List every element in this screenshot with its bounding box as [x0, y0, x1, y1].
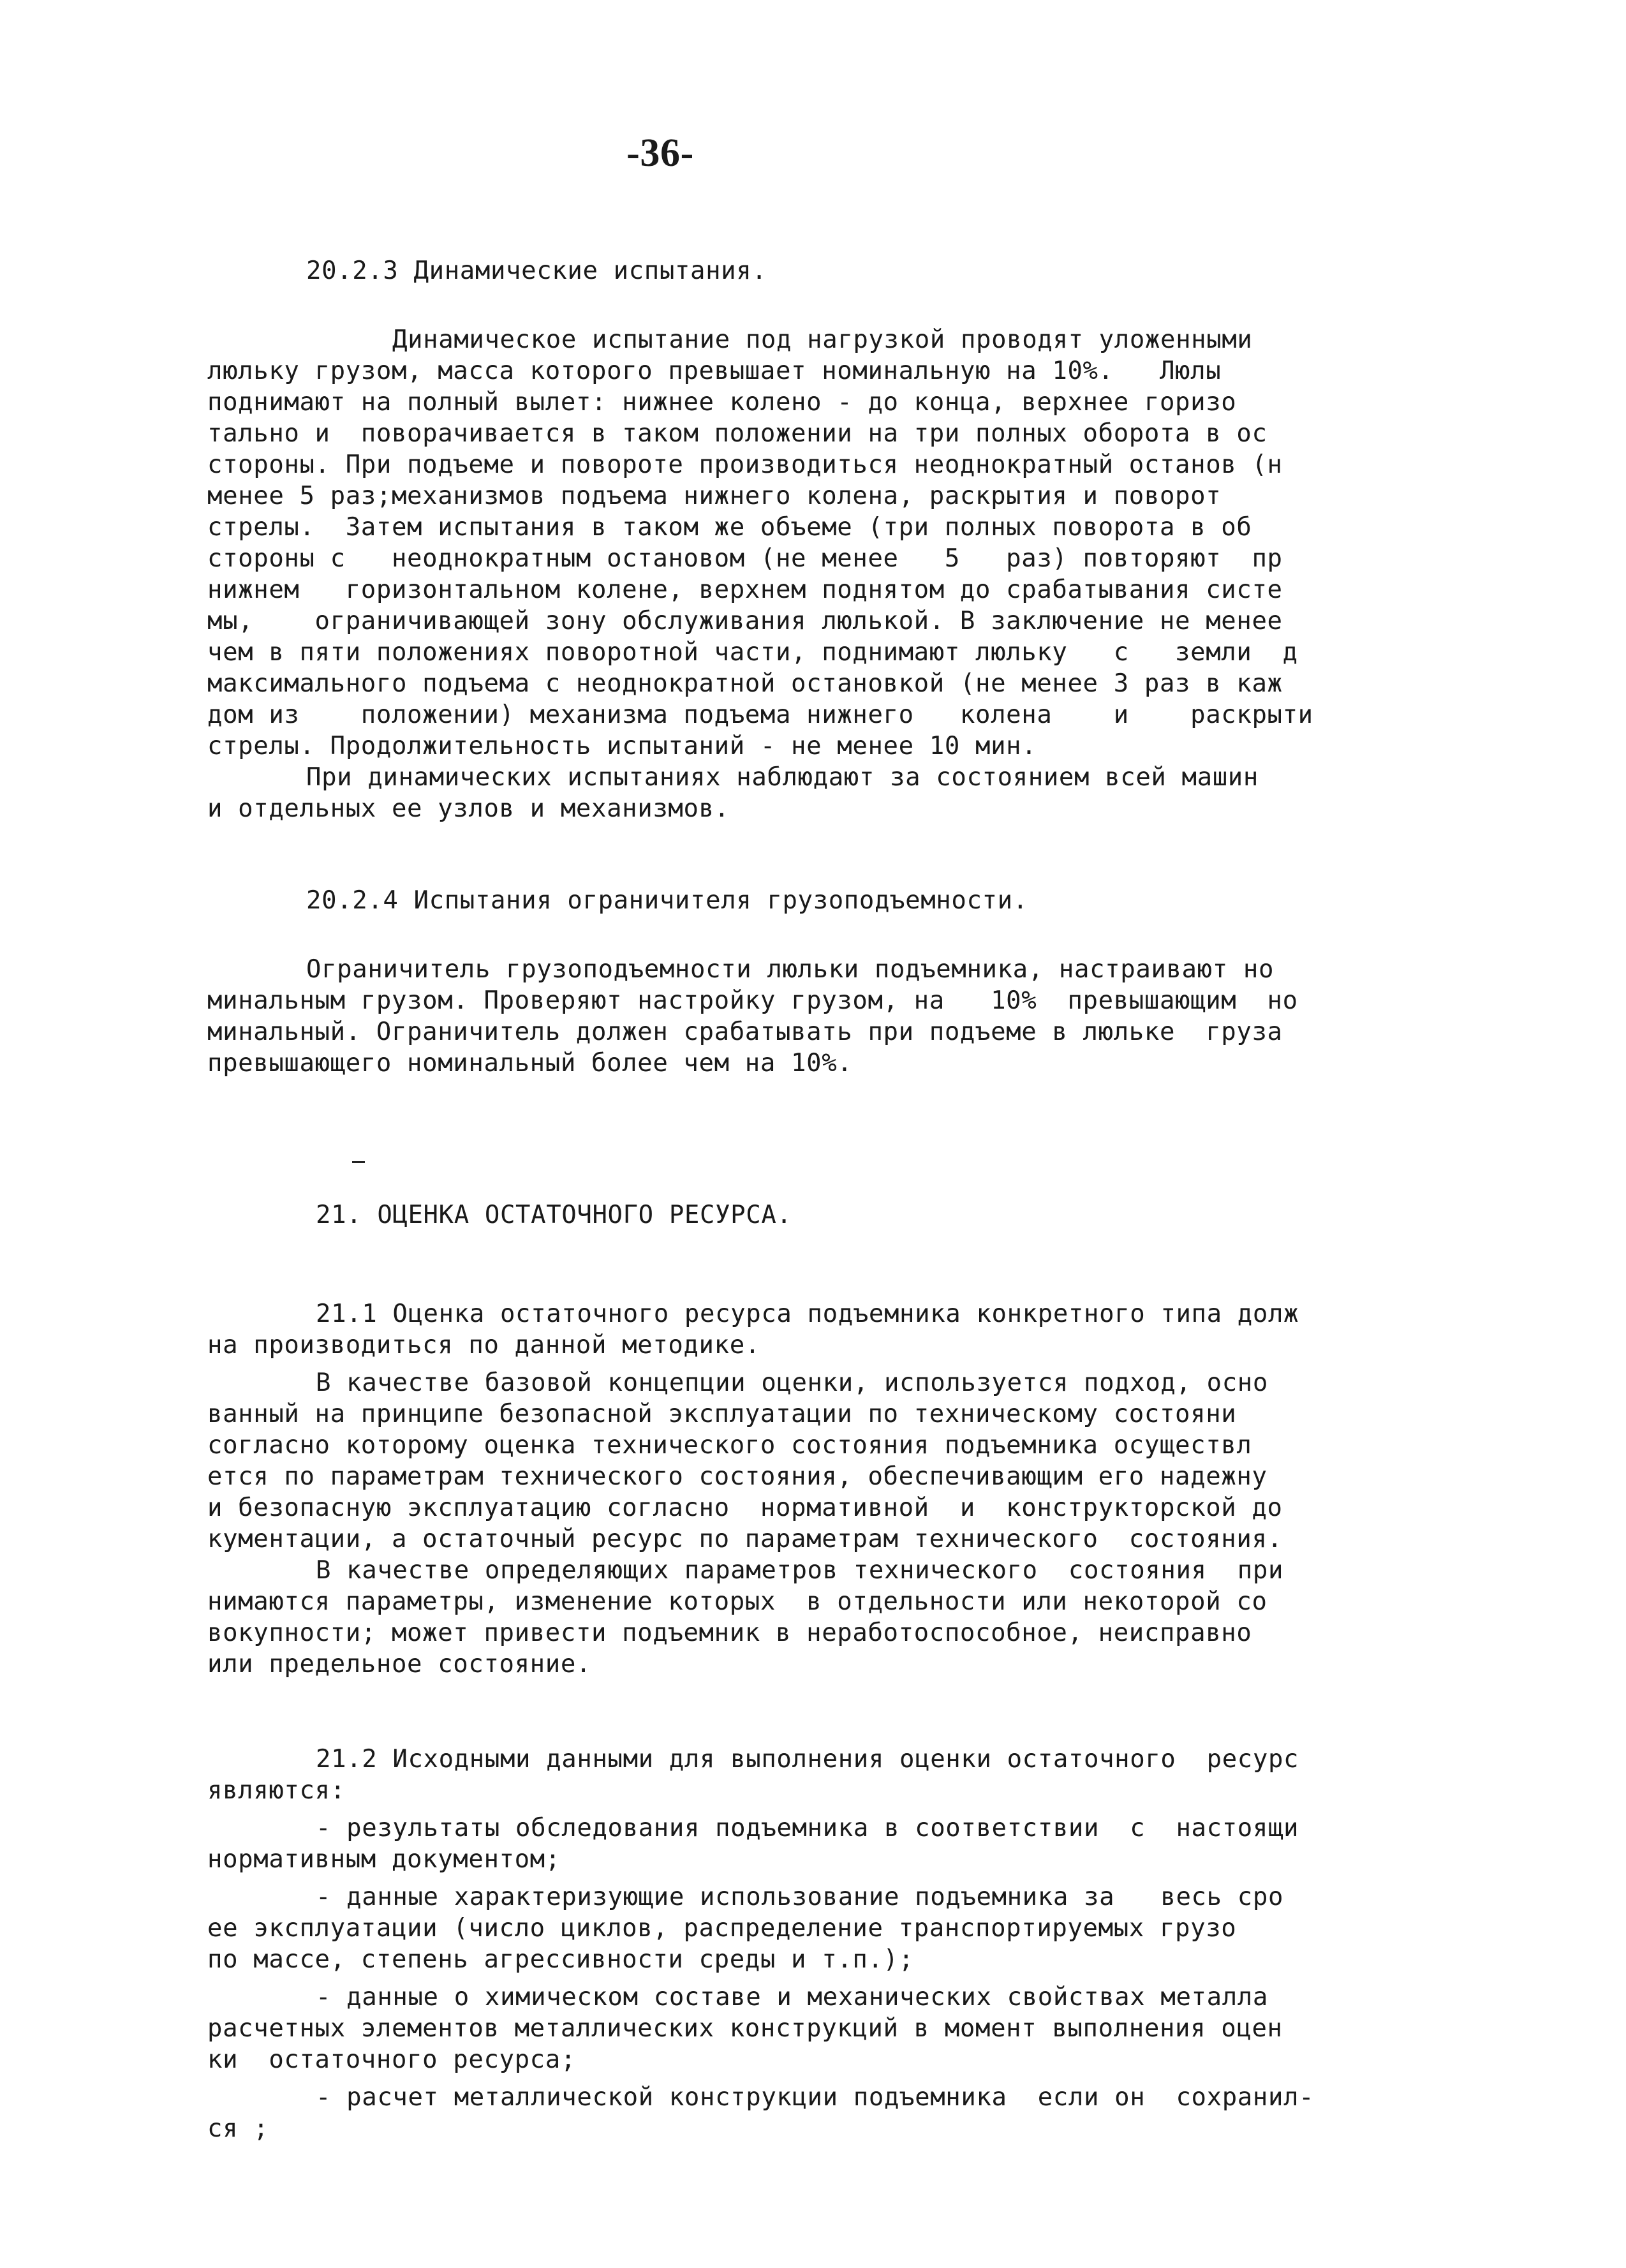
text-line: - расчет металлической конструкции подъемника если он сохранил- — [316, 2083, 1315, 2112]
text-line: тально и поворачивается в таком положении на три полных оборота в ос — [207, 419, 1268, 448]
heading-20-2-4: 20.2.4 Испытания ограничителя грузоподъемности. — [306, 886, 1028, 915]
text-line: минальным грузом. Проверяют настройку грузом, на 10% превышающим но — [207, 986, 1298, 1015]
text-line: люльку грузом, масса которого превышает номинальную на 10%. Люлы — [207, 357, 1222, 385]
text-line: кументации, а остаточный ресурс по параметрам технического состояния. — [207, 1525, 1283, 1553]
text-line: стрелы. Затем испытания в таком же объеме (три полных поворота в об — [207, 513, 1252, 542]
stray-mark — [352, 1161, 365, 1163]
heading-21-1: 21.1 Оценка остаточного ресурса подъемника конкретного типа долж — [316, 1300, 1299, 1328]
text-line: В качестве базовой концепции оценки, используется подход, осно — [316, 1368, 1268, 1397]
text-line: ся ; — [207, 2114, 269, 2143]
text-line: согласно которому оценка технического состояния подъемника осуществл — [207, 1431, 1252, 1460]
text-line: являются: — [207, 1776, 346, 1805]
text-line: ванный на принципе безопасной эксплуатации по техническому состояни — [207, 1400, 1237, 1428]
text-line: или предельное состояние. — [207, 1650, 591, 1679]
text-line: менее 5 раз;механизмов подъема нижнего колена, раскрытия и поворот — [207, 482, 1222, 510]
text-line: - данные характеризующие использование подъемника за весь сро — [316, 1883, 1284, 1911]
text-line: ется по параметрам технического состояния, обеспечивающим его надежну — [207, 1462, 1268, 1491]
text-line: вокупности; может привести подъемник в неработоспособное, неисправно — [207, 1619, 1252, 1647]
text-line: стороны. При подъеме и повороте производиться неоднократный останов (н — [207, 450, 1283, 479]
text-line: В качестве определяющих параметров технического состояния при — [316, 1556, 1284, 1585]
heading-20-2-3: 20.2.3 Динамические испытания. — [306, 256, 767, 285]
text-line: нижнем горизонтальном колене, верхнем поднятом до срабатывания систе — [207, 575, 1283, 604]
text-line: расчетных элементов металлических конструкций в момент выполнения оцен — [207, 2014, 1283, 2043]
heading-21: 21. ОЦЕНКА ОСТАТОЧНОГО РЕСУРСА. — [316, 1201, 792, 1229]
text-line: Динамическое испытание под нагрузкой проводят уложенными — [392, 325, 1253, 354]
text-line: на производиться по данной методике. — [207, 1331, 760, 1360]
text-line: поднимают на полный вылет: нижнее колено - до конца, верхнее горизо — [207, 388, 1237, 417]
text-line: чем в пяти положениях поворотной части, поднимают люльку с земли д — [207, 638, 1298, 667]
text-line: дом из положении) механизма подъема нижнего колена и раскрыти — [207, 700, 1313, 729]
text-line: максимального подъема с неоднократной остановкой (не менее 3 раз в каж — [207, 669, 1283, 698]
text-line: превышающего номинальный более чем на 10%. — [207, 1049, 853, 1078]
text-line: и безопасную эксплуатацию согласно нормативной и конструкторской до — [207, 1493, 1283, 1522]
text-line: мы, ограничивающей зону обслуживания люлькой. В заключение не менее — [207, 607, 1283, 635]
heading-21-2: 21.2 Исходными данными для выполнения оценки остаточного ресурс — [316, 1745, 1299, 1774]
text-line: Ограничитель грузоподъемности люльки подъемника, настраивают но — [306, 955, 1275, 984]
text-line: по массе, степень агрессивности среды и т.п.); — [207, 1945, 914, 1974]
text-line: ки остаточного ресурса; — [207, 2045, 576, 2074]
text-line: минальный. Ограничитель должен срабатывать при подъеме в люльке груза — [207, 1018, 1283, 1046]
text-line: стрелы. Продолжительность испытаний - не менее 10 мин. — [207, 732, 1037, 760]
text-line: нимаются параметры, изменение которых в отдельности или некоторой со — [207, 1587, 1268, 1616]
text-line: - результаты обследования подъемника в соответствии с настоящи — [316, 1814, 1299, 1842]
text-line: и отдельных ее узлов и механизмов. — [207, 794, 730, 823]
text-line: - данные о химическом составе и механических свойствах металла — [316, 1983, 1268, 2012]
text-line: При динамических испытаниях наблюдают за состоянием всей машин — [306, 763, 1259, 792]
page-number: -36- — [626, 131, 694, 175]
text-line: стороны с неоднократным остановом (не менее 5 раз) повторяют пр — [207, 544, 1283, 573]
text-line: ее эксплуатации (число циклов, распределение транспортируемых грузо — [207, 1914, 1237, 1943]
text-line: нормативным документом; — [207, 1845, 561, 1874]
